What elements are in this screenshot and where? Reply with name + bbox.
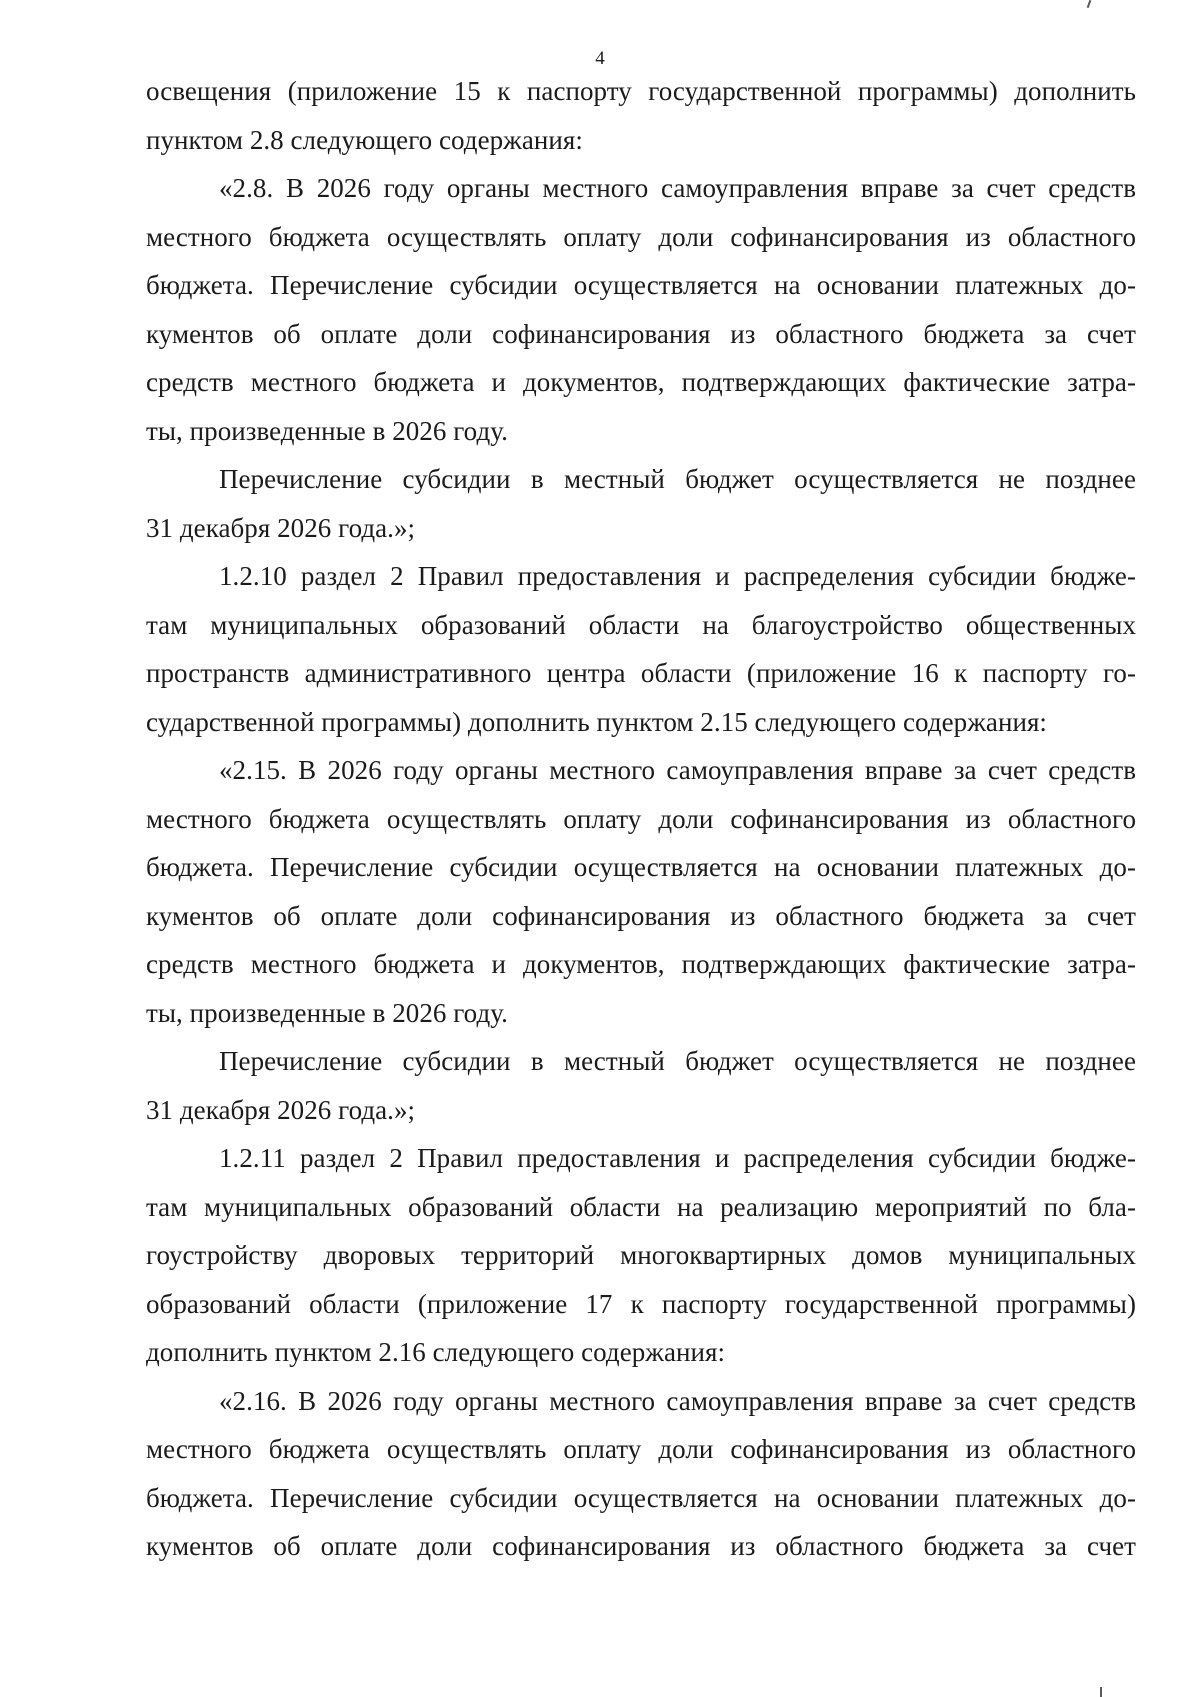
text-line: 31 декабря 2026 года.»; — [146, 1094, 416, 1125]
text-line: пунктом 2.8 следующего содержания: — [146, 124, 583, 155]
text-line: бюджета. Перечисление субсидии осуществляется на основании платежных до- — [146, 852, 1136, 882]
text-line: образований области (приложение 17 к паспорту государственной программы) — [146, 1288, 1136, 1319]
text-line: 1.2.10 раздел 2 Правил предоставления и распределения субсидии бюдже- — [219, 561, 1136, 591]
text-line: бюджета. Перечисление субсидии осуществляется на основании платежных до- — [146, 1482, 1136, 1513]
text-line: сударственной программы) дополнить пунктом 2.15 следующего содержания: — [146, 706, 1047, 737]
text-line: местного бюджета осуществлять оплату доли софинансирования из областного — [146, 221, 1136, 252]
text-line: средств местного бюджета и документов, подтверждающих фактические затра- — [146, 367, 1136, 397]
text-line: местного бюджета осуществлять оплату доли софинансирования из областного — [146, 803, 1136, 834]
document-body — [146, 67, 1136, 1571]
text-line: кументов об оплате доли софинансирования из областного бюджета за счет — [146, 1531, 1136, 1561]
text-line: 1.2.11 раздел 2 Правил предоставления и распределения субсидии бюдже- — [219, 1143, 1136, 1173]
text-line: Перечисление субсидии в местный бюджет осуществляется не позднее — [219, 1046, 1136, 1076]
text-line: ты, произведенные в 2026 году. — [146, 997, 508, 1028]
text-line: дополнить пунктом 2.16 следующего содержания: — [146, 1337, 726, 1367]
text-line: местного бюджета осуществлять оплату доли софинансирования из областного — [146, 1434, 1136, 1464]
text-line: 31 декабря 2026 года.»; — [146, 512, 416, 543]
text-line: средств местного бюджета и документов, подтверждающих фактические затра- — [146, 949, 1136, 979]
scan-mark — [1100, 1687, 1102, 1697]
page-number: 4 — [595, 48, 605, 69]
text-line: «2.16. В 2026 году органы местного самоуправления вправе за счет средств — [219, 1385, 1136, 1416]
text-line: пространств административного центра области (приложение 16 к паспорту го- — [146, 658, 1136, 688]
text-line: там муниципальных образований области на реализацию мероприятий по бла- — [146, 1191, 1136, 1222]
text-line: «2.15. В 2026 году органы местного самоуправления вправе за счет средств — [219, 755, 1136, 785]
scan-mark — [1087, 0, 1092, 8]
text-line: ты, произведенные в 2026 году. — [146, 415, 508, 446]
text-line: гоустройству дворовых территорий многоквартирных домов муниципальных — [146, 1240, 1136, 1270]
text-line: там муниципальных образований области на благоустройство общественных — [146, 609, 1136, 640]
text-line: бюджета. Перечисление субсидии осуществляется на основании платежных до- — [146, 270, 1136, 300]
text-line: Перечисление субсидии в местный бюджет осуществляется не позднее — [219, 464, 1136, 494]
text-line: освещения (приложение 15 к паспорту государственной программы) дополнить — [146, 76, 1136, 106]
text-line: «2.8. В 2026 году органы местного самоуправления вправе за счет средств — [219, 173, 1136, 203]
text-line: кументов об оплате доли софинансирования из областного бюджета за счет — [146, 900, 1136, 931]
text-line: кументов об оплате доли софинансирования из областного бюджета за счет — [146, 318, 1136, 349]
